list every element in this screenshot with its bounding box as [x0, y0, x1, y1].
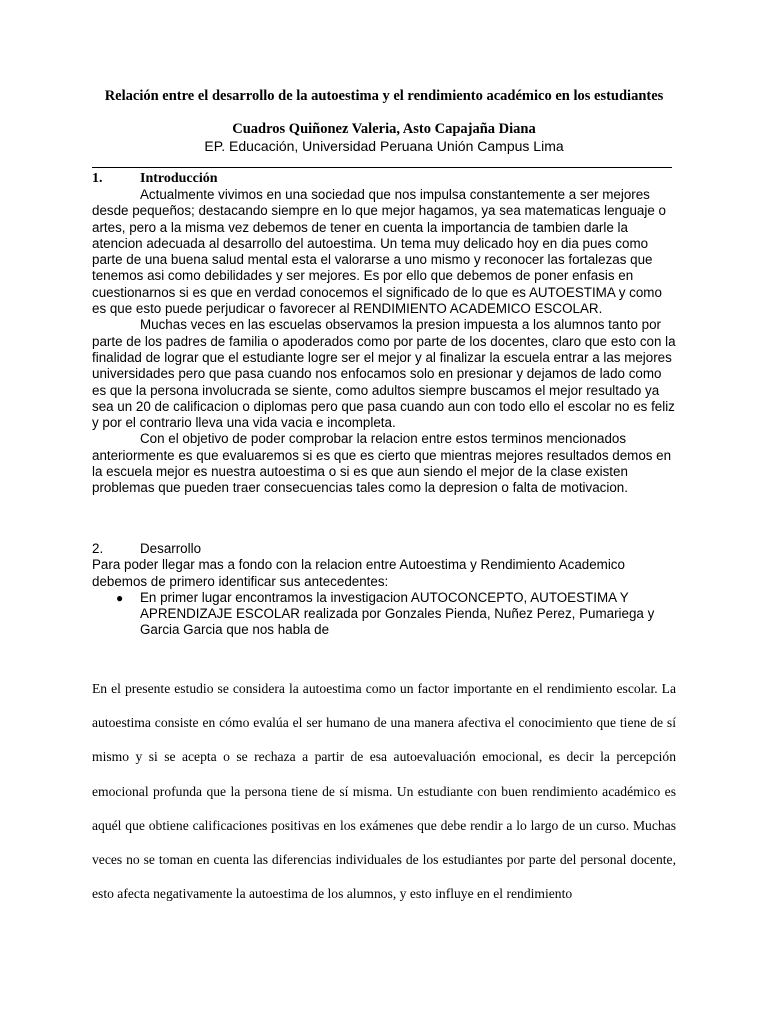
document-title: Relación entre el desarrollo de la autoestima y el rendimiento académico en los estudiantes [104, 88, 664, 104]
list-item-text: En primer lugar encontramos la investigacion AUTOCONCEPTO, AUTOESTIMA Y APRENDIZAJE ESCOLAR realizada por Gonzales Pienda, Nuñez Perez, Pumariega y Garcia Garcia que nos habla de [140, 589, 655, 638]
section-heading-introduction [92, 171, 676, 187]
section-number: 1. [92, 171, 103, 186]
paragraph: Muchas veces en las escuelas observamos la presion impuesta a los alumnos tanto por parte de los padres de familia o apoderados como por parte de los docentes, claro que esto con la finalidad de lograr que el estudiante logre ser el mejor y al finalizar la escuela entrar a las mejores universidades pero que pasa cuando nos enfocamos solo en presionar y dejamos de lado como es que la persona involucrada se siente, como adultos siempre buscamos el mejor resultado ya sea un 20 de calificacion o diplomas pero que pasa cuando aun con todo ello el escolar no es feliz y por el contrario lleva una vida vacia e incompleta. [92, 317, 676, 431]
quote-text: En el presente estudio se considera la autoestima como un factor importante en el rendimiento escolar. La autoestima consiste en cómo evalúa el ser humano de una manera afectiva el conocimiento que tiene de sí mismo y si se acepta o se rechaza a partir de esa autoevaluación emocional, es decir la percepción emocional profunda que la persona tiene de sí misma. Un estudiante con buen rendimiento académico es aquél que obtiene calificaciones positivas en los exámenes que debe rendir a lo largo de un curso. Muchas veces no se toman en cuenta las diferencias individuales de los estudiantes por parte del personal docente, esto afecta negativamente la autoestima de los alumnos, y esto influye en el rendimiento [92, 681, 676, 902]
list-item [92, 590, 676, 639]
section-intro: Para poder llegar mas a fondo con la relacion entre Autoestima y Rendimiento Academico debemos de primero identificar sus antecedentes: [92, 557, 625, 589]
section-number: 2. [92, 541, 104, 556]
paragraph: Con el objetivo de poder comprobar la relacion entre estos terminos mencionados anteriormente es que evaluaremos si es que es cierto que mientras mejores resultados demos en la escuela mejor es nuestra autoestima o si es que aun siendo el mejor de la clase existen problemas que pueden traer consecuencias tales como la depresion o falta de motivacion. [92, 431, 672, 496]
header-divider [92, 167, 672, 168]
quoted-passage [92, 672, 676, 911]
section-introduction [92, 171, 676, 497]
bullet-icon: ● [116, 590, 124, 605]
document-affiliation: EP. Educación, Universidad Peruana Unión Campus Lima [204, 138, 564, 154]
document-authors: Cuadros Quiñonez Valeria, Asto Capajaña Diana [232, 121, 536, 137]
section-heading-development [92, 541, 676, 557]
section-title: Desarrollo [140, 541, 202, 556]
section-development [92, 541, 676, 639]
paragraph: Actualmente vivimos en una sociedad que nos impulsa constantemente a ser mejores desde pequeños; destacando siempre en lo que mejor hagamos, ya sea matematicas lenguaje o artes, pero a la misma vez debemos de tener en cuenta la importancia de tambien darle la atencion adecuada al desarrollo del autoestima. Un tema muy delicado hoy en dia pues como parte de una buena salud mental esta el valorarse a uno mismo y reconocer las fortalezas que tenemos asi como debilidades y ser mejores. Es por ello que debemos de poner enfasis en cuestionarnos si es que en verdad conocemos el significado de lo que es AUTOESTIMA y como es que esto puede perjudicar o favorecer al RENDIMIENTO ACADEMICO ESCOLAR. [92, 187, 666, 317]
section-title: Introducción [140, 171, 218, 186]
